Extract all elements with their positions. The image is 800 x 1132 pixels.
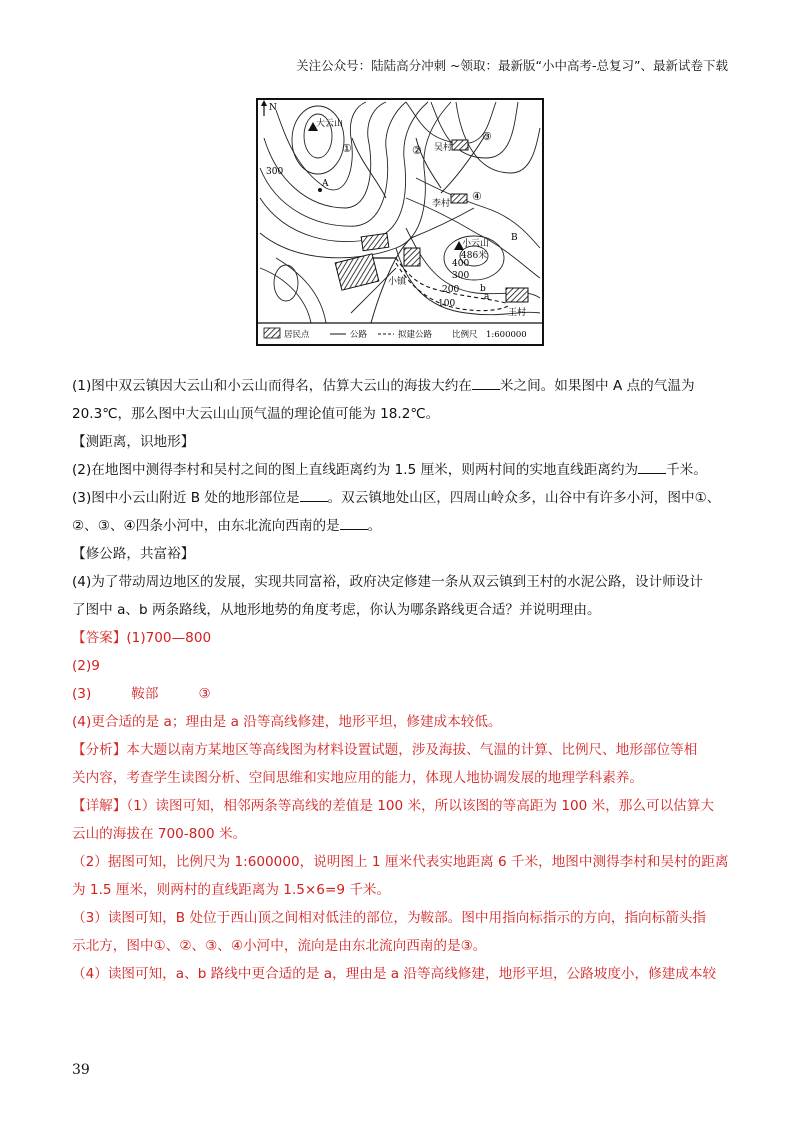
- peak-big-label: 大云山: [316, 119, 344, 129]
- section-heading-2: 【修公路，共富裕】: [72, 546, 195, 562]
- question-1: (1)图中双云镇因大云山和小云山而得名，估算大云山的海拔大约在 米之间。如果图中 A 点的气温为: [72, 372, 732, 400]
- contour-label-400: 400: [452, 259, 470, 269]
- contour-label-300-left: 300: [266, 167, 284, 177]
- point-a-label: A: [322, 179, 329, 189]
- page-header: 关注公众号：陆陆高分冲刺 ~领取：最新版“小中高考-总复习”、最新试卷下载: [296, 58, 728, 73]
- contour-map: [256, 98, 544, 346]
- peak-small-elevation: 486米: [461, 251, 488, 261]
- river-2-label: ②: [412, 144, 422, 157]
- question-4: (4)为了带动周边地区的发展，实现共同富裕，政府决定修建一条从双云镇到王村的水泥公路，设计师设计: [72, 574, 703, 590]
- detail-3: （3）读图可知，B 处位于西山顶之间相对低洼的部位，为鞍部。图中用指向标指示的方向，指向标箭头指: [72, 910, 707, 926]
- answer-2: (2)9: [72, 658, 100, 674]
- question-3-cont: ②、③、④四条小河中，由东北流向西南的是 。: [72, 512, 732, 540]
- route-b-label: b: [480, 284, 486, 294]
- detail-1-cont: 云山的海拔在 700-800 米。: [72, 826, 247, 842]
- detail-1: 【详解】（1）读图可知，相邻两条等高线的差值是 100 米，所以该图的等高距为 100 米，那么可以估算大: [72, 798, 714, 814]
- route-a-label: a: [484, 292, 490, 302]
- answer-4: (4)更合适的是 a；理由是 a 沿等高线修建，地形平坦，修建成本较低。: [72, 714, 502, 730]
- contour-label-300: 300: [452, 271, 470, 281]
- legend-road: 公路: [350, 330, 368, 340]
- river-1-label: ①: [342, 142, 352, 155]
- point-b-label: B: [511, 233, 518, 243]
- river-3-label: ③: [482, 130, 492, 143]
- section-heading-1: 【测距离，识地形】: [72, 434, 195, 450]
- village-li-label: 李村: [432, 199, 451, 209]
- peak-small-label: 小云山: [462, 239, 490, 249]
- question-1-cont: 20.3℃，那么图中大云山山顶气温的理论值可能为 18.2℃。: [72, 406, 440, 422]
- answer-3: (3) 鞍部 ③: [72, 686, 211, 702]
- detail-2-cont: 为 1.5 厘米，则两村的直线距离为 1.5×6=9 千米。: [72, 882, 391, 898]
- town-label: 小镇: [388, 277, 407, 287]
- legend-scale: 比例尺 1:600000: [452, 330, 527, 340]
- question-3: (3)图中小云山附近 B 处的地形部位是 。双云镇地处山区，四周山岭众多，山谷中有许多小河，图中①、: [72, 484, 732, 512]
- contour-label-200: 200: [442, 285, 460, 295]
- answer-1: 【答案】(1)700—800: [72, 630, 212, 646]
- contour-label-100: 100: [438, 299, 456, 309]
- village-wu-label: 吴村: [434, 143, 453, 153]
- detail-3-cont: 示北方，图中①、②、③、④小河中，流向是由东北流向西南的是③。: [72, 938, 487, 954]
- analysis-cont: 关内容，考查学生读图分析、空间思维和实地应用的能力，体现人地协调发展的地理学科素养。: [72, 770, 643, 786]
- detail-4: （4）读图可知，a、b 路线中更合适的是 a，理由是 a 沿等高线修建，地形平坦，公路坡度小，修建成本较: [72, 966, 717, 982]
- village-wang-label: 王村: [508, 308, 527, 318]
- river-4-label: ④: [472, 190, 482, 203]
- detail-2: （2）据图可知，比例尺为 1:600000，说明图上 1 厘米代表实地距离 6 千米，地图中测得李村和吴村的距离: [72, 854, 729, 870]
- question-2: (2)在地图中测得李村和吴村之间的图上直线距离约为 1.5 厘米，则两村间的实地直线距离约为 千米。: [72, 456, 732, 484]
- legend-settlement: 居民点: [284, 330, 310, 340]
- question-content: [72, 372, 732, 988]
- page-number: 39: [72, 1062, 90, 1078]
- analysis: 【分析】本大题以南方某地区等高线图为材料设置试题，涉及海拔、气温的计算、比例尺、地形部位等相: [72, 742, 698, 758]
- north-label: N: [269, 103, 277, 113]
- question-4-cont: 了图中 a、b 两条路线，从地形地势的角度考虑，你认为哪条路线更合适？并说明理由。: [72, 602, 601, 618]
- legend-planned-road: 拟建公路: [398, 330, 433, 340]
